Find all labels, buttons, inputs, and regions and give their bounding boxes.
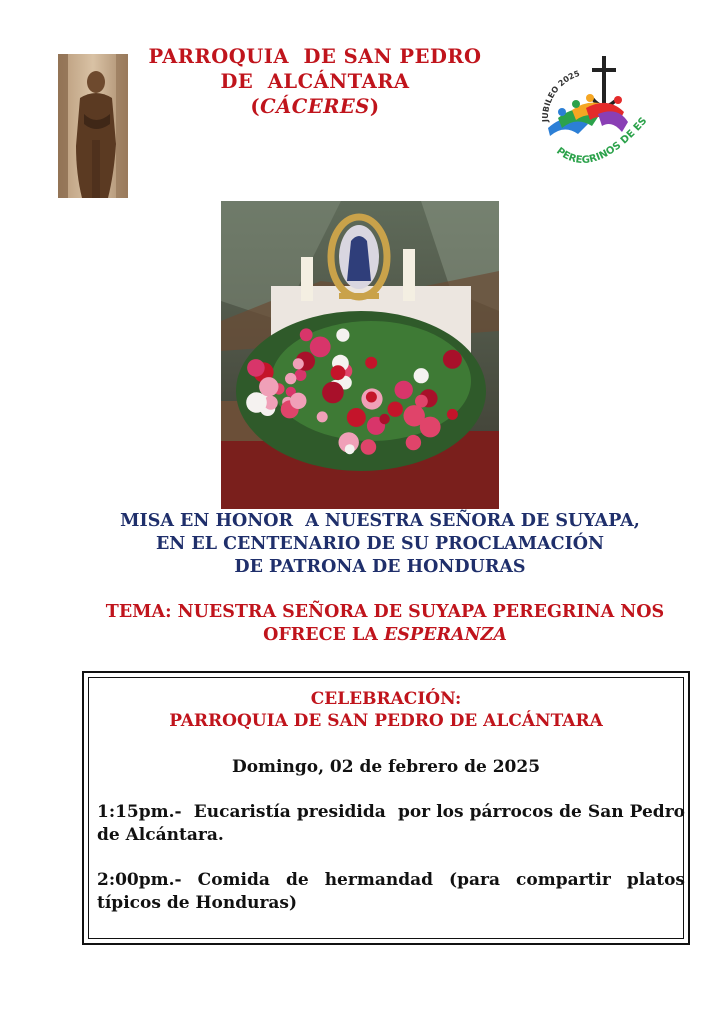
schedule-item-meal: 2:00pm.- Comida de hermandad (para compartir platos típicos de Honduras)	[97, 870, 685, 913]
flower	[361, 439, 377, 455]
parish-title-line2: DE ALCÁNTARA	[220, 70, 410, 93]
city-name: CÁCERES	[260, 95, 370, 118]
flower	[336, 329, 349, 342]
flower	[259, 377, 278, 396]
jubilee-2025-logo	[528, 52, 658, 180]
theme	[60, 601, 710, 647]
mass-title-line1: MISA EN HONOR A NUESTRA SEÑORA DE SUYAPA,	[120, 511, 640, 531]
mass-title	[60, 510, 700, 579]
flower	[345, 444, 355, 454]
flower	[293, 358, 304, 369]
paren-close: )	[369, 95, 380, 118]
event-date: Domingo, 02 de febrero de 2025	[231, 757, 541, 777]
flower	[331, 365, 346, 380]
mass-title-line2: EN EL CENTENARIO DE SU PROCLAMACIÓN	[155, 534, 605, 554]
flower	[379, 414, 389, 424]
flower	[415, 395, 428, 408]
flower	[443, 350, 462, 369]
theme-line1: TEMA: NUESTRA SEÑORA DE SUYAPA PEREGRINA NOS	[105, 602, 665, 622]
flower	[395, 381, 413, 399]
logo-arc-top-text: JUBILEO 2025	[540, 68, 581, 123]
logo-arc-bottom-text: PEREGRINOS DE ES	[554, 115, 650, 167]
altar-flowers-photo	[221, 201, 499, 509]
flower	[246, 392, 267, 413]
virgin-image	[331, 217, 387, 299]
theme-line2	[60, 624, 710, 647]
flower	[285, 373, 296, 384]
flower	[295, 369, 307, 381]
parish-title-line3	[140, 94, 490, 119]
flower	[310, 337, 331, 358]
flower	[290, 393, 306, 409]
flower	[366, 392, 377, 403]
celebration-heading	[89, 688, 683, 732]
paren-open: (	[250, 95, 261, 118]
mass-title-line3: DE PATRONA DE HONDURAS	[234, 557, 526, 577]
celebration-label: CELEBRACIÓN:	[310, 689, 462, 709]
info-box-inner-border	[88, 677, 691, 939]
flower	[247, 359, 265, 377]
saint-statue-photo	[58, 54, 128, 198]
schedule-item-mass: 1:15pm.- Eucaristía presidida por los párrocos de San Pedro de Alcántara.	[97, 802, 691, 845]
flower	[388, 402, 403, 417]
flower	[420, 417, 441, 438]
flower	[347, 408, 366, 427]
flower	[447, 409, 458, 420]
theme-line2-italic: ESPERANZA	[383, 625, 507, 645]
flower	[300, 328, 313, 341]
flower	[322, 382, 344, 404]
flower	[317, 411, 328, 422]
parish-title-line1: PARROQUIA DE SAN PEDRO	[148, 45, 482, 68]
parish-title	[140, 44, 490, 119]
celebration-info-box	[82, 671, 690, 945]
theme-line2-plain: OFRECE LA	[263, 625, 384, 645]
pilgrim-figures-icon	[548, 94, 628, 136]
flower	[414, 368, 429, 383]
flower	[365, 357, 377, 369]
celebration-place: PARROQUIA DE SAN PEDRO DE ALCÁNTARA	[169, 711, 603, 731]
flower	[406, 435, 421, 450]
